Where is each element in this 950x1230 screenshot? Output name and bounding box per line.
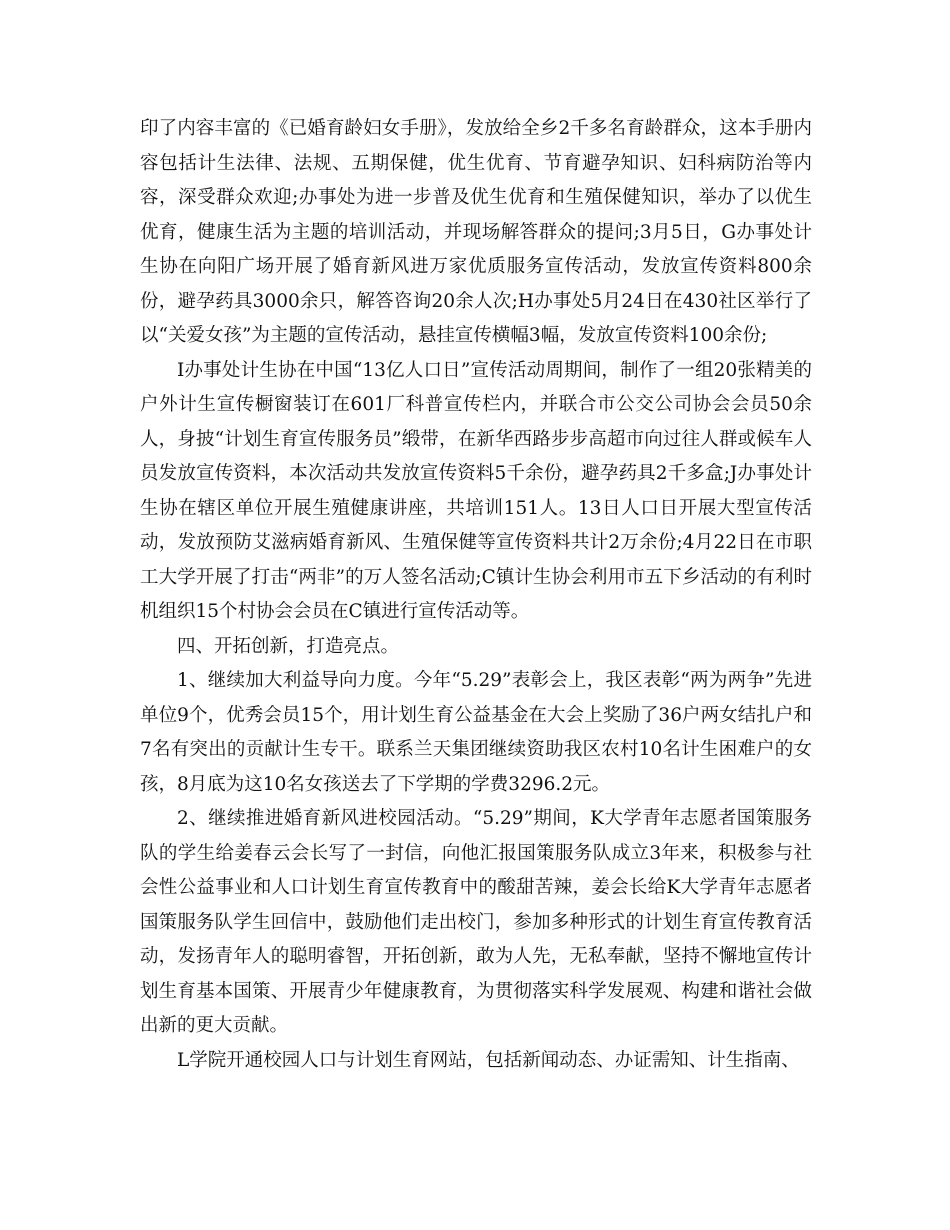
section-heading-4: 四、开拓创新，打造亮点。 bbox=[177, 635, 400, 657]
paragraph-1: 印了内容丰富的《已婚育龄妇女手册》，发放给全乡2千多名育龄群众，这本手册内容包括计生法律、法规、五期保健，优生优育、节育避孕知识、妇科病防治等内容，深受群众欢迎;办事处为进一步普及优生优育和生殖保健知识，举办了以优生优育，健康生活为主题的培训活动，并现场解答群众的提问;3月5日，G办事处计生协在向阳广场开展了婚育新风进万家优质服务宣传活动，发放宣传资料800余份，避孕药具3000余只，解答咨询20余人次;H办事处5月24日在430社区举行了以“关爱女孩”为主题的宣传活动，悬挂宣传横幅3幅，发放宣传资料100余份; bbox=[140, 118, 812, 346]
paragraph-last: L学院开通校园人口与计划生育网站，包括新闻动态、办证需知、计生指南、 bbox=[177, 1049, 800, 1071]
paragraph-item-2: 2、继续推进婚育新风进校园活动。“5.29”期间，K大学青年志愿者国策服务队的学生给姜春云会长写了一封信，向他汇报国策服务队成立3年来，积极参与社会性公益事业和人口计划生育宣传教育中的酸甜苦辣，姜会长给K大学青年志愿者国策服务队学生回信中，鼓励他们走出校门，参加多种形式的计划生育宣传教育活动，发扬青年人的聪明睿智，开拓创新，敢为人先，无私奉献，坚持不懈地宣传计划生育基本国策、开展青少年健康教育，为贯彻落实科学发展观、构建和谐社会做出新的更大贡献。 bbox=[140, 808, 812, 1036]
document-body bbox=[140, 112, 812, 1078]
paragraph-2: I办事处计生协在中国“13亿人口日”宣传活动周期间，制作了一组20张精美的户外计生宣传橱窗装订在601厂科普宣传栏内，并联合市公交公司协会会员50余人，身披“计划生育宣传服务员”缎带，在新华西路步步高超市向过往人群或候车人员发放宣传资料，本次活动共发放宣传资料5千余份，避孕药具2千多盒;J办事处计生协在辖区单位开展生殖健康讲座，共培训151人。13日人口日开展大型宣传活动，发放预防艾滋病婚育新风、生殖保健等宣传资料共计2万余份;4月22日在市职工大学开展了打击“两非”的万人签名活动;C镇计生协会利用市五下乡活动的有利时机组织15个村协会会员在C镇进行宣传活动等。 bbox=[140, 359, 812, 622]
paragraph-item-1: 1、继续加大利益导向力度。今年“5.29”表彰会上，我区表彰“两为两争”先进单位9个，优秀会员15个，用计划生育公益基金在大会上奖励了36户两女结扎户和7名有突出的贡献计生专干。联系兰天集团继续资助我区农村10名计生困难户的女孩，8月底为这10名女孩送去了下学期的学费3296.2元。 bbox=[140, 670, 812, 795]
